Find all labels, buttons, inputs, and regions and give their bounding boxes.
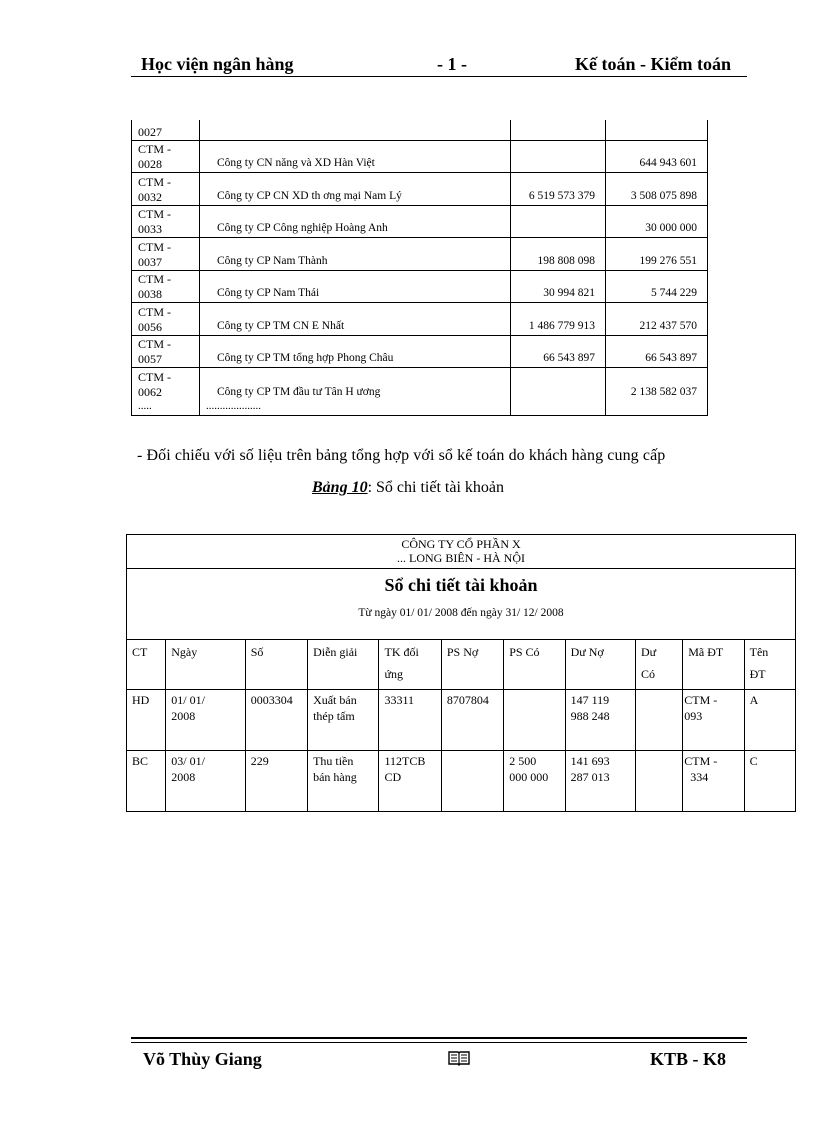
col-header-counter-account: TK đối ứng — [379, 640, 441, 690]
customer-name: Công ty CP TM tổng hợp Phong Châu — [200, 335, 511, 368]
credit-amount: 66 543 897 — [606, 335, 708, 368]
company-address: ... LONG BIÊN - HÀ NỘI — [397, 551, 525, 565]
col-header-customer-name: Tên ĐT — [744, 640, 795, 690]
credit-amount: 2 138 582 037 — [606, 368, 708, 416]
col-header-description: Diễn giải — [308, 640, 379, 690]
cell-debit: 8707804 — [441, 690, 503, 751]
cell-number: 229 — [245, 751, 307, 812]
company-name: CÔNG TY CỔ PHẦN X — [401, 537, 521, 551]
debit-amount — [511, 368, 606, 416]
customer-code: CTM - 0062 ..... — [132, 368, 200, 416]
col-header-date: Ngày — [166, 640, 245, 690]
table-row — [132, 205, 708, 238]
cell-description: Xuất bán thép tấm — [308, 690, 379, 751]
customer-name: Công ty CN năng và XD Hàn Việt — [200, 140, 511, 173]
credit-amount: 644 943 601 — [606, 140, 708, 173]
debit-amount — [511, 120, 606, 140]
customer-code: CTM - 0057 — [132, 335, 200, 368]
customer-name — [200, 120, 511, 140]
cell-credit-balance — [635, 751, 682, 812]
footer-rule — [131, 1042, 747, 1043]
header-institution: Học viện ngân hàng — [141, 54, 294, 74]
col-header-customer-code: Mã ĐT — [683, 640, 744, 690]
col-header-ct: CT — [127, 640, 166, 690]
customer-code: CTM - 0028 — [132, 140, 200, 173]
table-row — [132, 173, 708, 206]
customer-balance-table — [131, 120, 708, 416]
debit-amount: 1 486 779 913 — [511, 303, 606, 336]
credit-amount: 212 437 570 — [606, 303, 708, 336]
cell-customer-name: C — [744, 751, 795, 812]
customer-code: CTM - 0033 — [132, 205, 200, 238]
cell-number: 0003304 — [245, 690, 307, 751]
page-header — [131, 52, 747, 77]
customer-code: 0027 — [132, 120, 200, 140]
debit-amount — [511, 205, 606, 238]
table-row — [132, 303, 708, 336]
credit-amount: 30 000 000 — [606, 205, 708, 238]
cell-customer-code: CTM - 093 — [683, 690, 744, 751]
credit-amount: 199 276 551 — [606, 238, 708, 271]
credit-amount: 5 744 229 — [606, 270, 708, 303]
cell-debit — [441, 751, 503, 812]
cell-credit: 2 500 000 000 — [504, 751, 565, 812]
table-row — [132, 335, 708, 368]
caption-text: : Sổ chi tiết tài khoản — [367, 479, 504, 496]
customer-code: CTM - 0038 — [132, 270, 200, 303]
col-header-credit: PS Có — [504, 640, 565, 690]
credit-amount — [606, 120, 708, 140]
col-header-debit-balance: Dư Nợ — [565, 640, 635, 690]
customer-code: CTM - 0032 — [132, 173, 200, 206]
ledger-title-block — [127, 569, 796, 640]
customer-name: Công ty CP TM đầu tư Tân H ương .................... — [200, 368, 511, 416]
debit-amount — [511, 140, 606, 173]
credit-amount: 3 508 075 898 — [606, 173, 708, 206]
account-detail-ledger — [126, 534, 796, 812]
table-row — [127, 751, 796, 812]
customer-name: Công ty CP Công nghiệp Hoàng Anh — [200, 205, 511, 238]
debit-amount: 6 519 573 379 — [511, 173, 606, 206]
footer-author: Võ Thùy Giang — [143, 1049, 262, 1069]
cell-counter-account: 33311 — [379, 690, 441, 751]
ledger-company-header — [127, 535, 796, 569]
debit-amount: 30 994 821 — [511, 270, 606, 303]
customer-name: Công ty CP Nam Thành — [200, 238, 511, 271]
cell-credit — [504, 690, 565, 751]
ledger-title: Sổ chi tiết tài khoản — [384, 575, 538, 595]
cell-customer-code: CTM - 334 — [683, 751, 744, 812]
table-row — [132, 368, 708, 416]
col-header-debit: PS Nợ — [441, 640, 503, 690]
col-header-number: Số — [245, 640, 307, 690]
customer-name: Công ty CP Nam Thái — [200, 270, 511, 303]
reconciliation-note: - Đối chiếu với số liệu trên bảng tổng hợp với sổ kế toán do khách hàng cung cấp — [137, 447, 666, 464]
header-department: Kế toán - Kiểm toán — [575, 54, 731, 74]
continuation-dots: ..... — [138, 400, 152, 412]
cell-date: 01/ 01/ 2008 — [166, 690, 245, 751]
customer-name: Công ty CP TM CN E Nhất — [200, 303, 511, 336]
cell-debit-balance: 141 693 287 013 — [565, 751, 635, 812]
book-icon — [448, 1050, 470, 1071]
table-row — [132, 120, 708, 140]
customer-name: Công ty CP CN XD th ơng mại Nam Lý — [200, 173, 511, 206]
continuation-dots: .................... — [206, 400, 261, 412]
ledger-period: Từ ngày 01/ 01/ 2008 đến ngày 31/ 12/ 2008 — [358, 607, 564, 619]
cell-ct: HD — [127, 690, 166, 751]
caption-label: Bảng 10 — [312, 479, 368, 496]
table-row — [132, 238, 708, 271]
cell-credit-balance — [635, 690, 682, 751]
cell-ct: BC — [127, 751, 166, 812]
table-row — [132, 140, 708, 173]
table-row — [132, 270, 708, 303]
cell-debit-balance: 147 119 988 248 — [565, 690, 635, 751]
cell-customer-name: A — [744, 690, 795, 751]
cell-counter-account: 112TCB CD — [379, 751, 441, 812]
col-header-credit-balance: Dư Có — [635, 640, 682, 690]
table-row — [127, 690, 796, 751]
header-page-number: - 1 - — [437, 54, 467, 74]
customer-code: CTM - 0037 — [132, 238, 200, 271]
footer-rule — [131, 1037, 747, 1039]
ledger-header-row — [127, 640, 796, 690]
debit-amount: 66 543 897 — [511, 335, 606, 368]
cell-description: Thu tiền bán hàng — [308, 751, 379, 812]
footer-class-code: KTB - K8 — [650, 1049, 727, 1069]
customer-code: CTM - 0056 — [132, 303, 200, 336]
table-caption — [0, 479, 816, 497]
debit-amount: 198 808 098 — [511, 238, 606, 271]
cell-date: 03/ 01/ 2008 — [166, 751, 245, 812]
